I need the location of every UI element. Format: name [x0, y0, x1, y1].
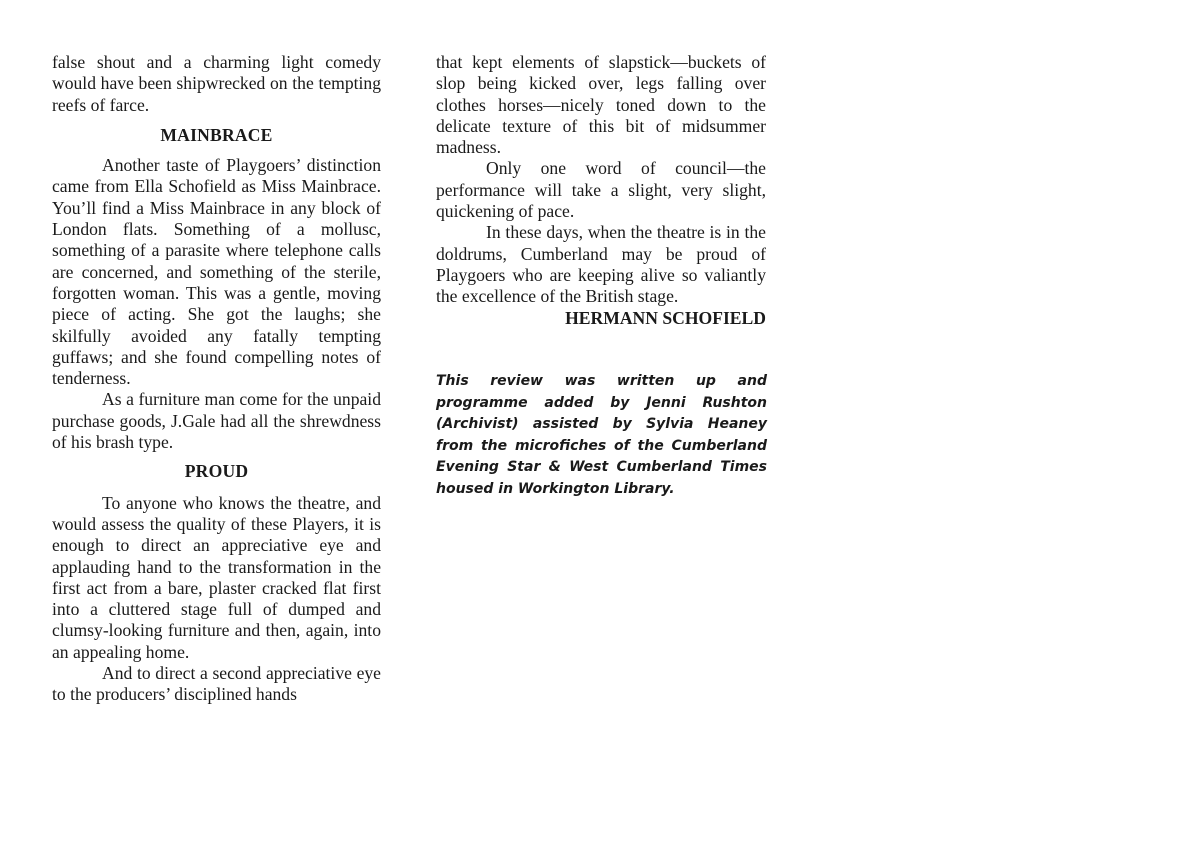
paragraph: And to direct a second appreciative eye to the producers’ disciplined hands: [52, 663, 381, 705]
paragraph: As a furniture man come for the unpaid purchase goods, J.Gale had all the shrewdness of his brash type.: [52, 389, 381, 453]
paragraph: false shout and a charming light comedy would have been shipwrecked on the tempting reefs of farce.: [52, 52, 381, 115]
archive-credit-note: This review was written up and programme added by Jenni Rushton (Archivist) assisted by Sylvia Heaney from the microfiches of the Cumberland Evening Star & West Cumberland Times housed in Workington Library.: [436, 373, 767, 497]
section-heading-mainbrace: MAINBRACE: [160, 124, 273, 145]
paragraph: that kept elements of slapstick—buckets of slop being kicked over, legs falling over clothes horses—nicely toned down to the delicate texture of this bit of midsummer madness.: [436, 52, 766, 158]
right-column: [436, 52, 766, 329]
section-heading-proud: PROUD: [184, 461, 249, 482]
paragraph: In these days, when the theatre is in the doldrums, Cumberland may be proud of Playgoers who are keeping alive so valiantly the excellence of the British stage.: [436, 222, 766, 307]
paragraph: Only one word of council—the performance will take a slight, very slight, quickening of pace.: [436, 158, 766, 222]
paragraph: Another taste of Playgoers’ distinction came from Ella Schofield as Miss Mainbrace. You’ll find a Miss Mainbrace in any block of London flats. Something of a mollusc, something of a parasite where telephone calls are concerned, and something of the sterile, forgotten woman. This was a gentle, moving piece of acting. She got the laughs; she skilfully avoided any fatally tempting guffaws; and she found compelling notes of tenderness.: [52, 155, 381, 389]
paragraph: To anyone who knows the theatre, and would assess the quality of these Players, it is enough to direct an appreciative eye and applauding hand to the transformation in the first act from a bare, plaster cracked flat first into a cluttered stage full of dumped and clumsy-looking furniture and then, again, into an appealing home.: [52, 492, 381, 662]
left-column: [52, 52, 381, 706]
author-signature: HERMANN SCHOFIELD: [565, 307, 766, 328]
